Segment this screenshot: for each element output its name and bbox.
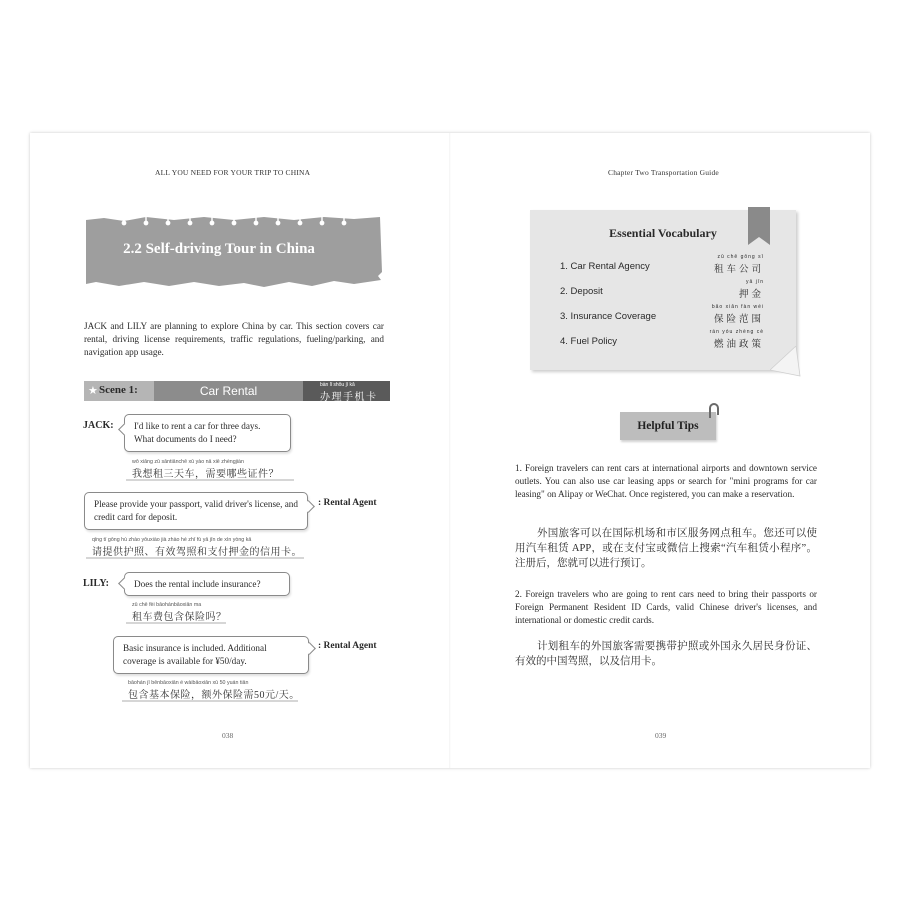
star-icon: ★ (88, 385, 98, 397)
right-page-number: 039 (655, 731, 667, 740)
scene-chinese-box (303, 381, 390, 401)
vocab-term: 4. Fuel Policy (560, 336, 618, 347)
book-gutter (449, 133, 451, 768)
speaker-lily: LILY: (83, 578, 109, 589)
dialogue-english: I'd like to rent a car for three days. What documents do I need? (134, 421, 261, 444)
vocab-term: 1. Car Rental Agency (560, 261, 650, 272)
scene-chinese: 办理手机卡 (320, 392, 378, 403)
tip-english: 1. Foreign travelers can rent cars at international airports and downtown service outlets. You can also use car leasing apps or search for "mini programs for car leasing" on Alipay or WeChat. Once registered, you can make a reservation. (515, 463, 817, 499)
scene-pinyin: bàn lǐ shǒu jī kǎ (320, 382, 355, 388)
vocab-chinese: 燃油政策 (713, 340, 764, 350)
scene-name: Car Rental (199, 384, 258, 398)
dialogue-english: Does the rental include insurance? (134, 579, 261, 589)
vocab-pinyin: yā jīn (746, 279, 764, 285)
vocab-pinyin: bǎo xiǎn fàn wéi (711, 304, 764, 310)
speech-bubble (124, 414, 291, 452)
helpful-tips-label: Helpful Tips (620, 412, 716, 440)
speaker-jack: JACK: (83, 420, 114, 431)
tip-chinese: 计划租车的外国旅客需要携带护照或外国永久居民身份证、有效的中国驾照，以及信用卡。 (515, 641, 817, 667)
vocab-chinese: 租车公司 (713, 265, 764, 275)
helpful-tips-badge (620, 412, 716, 440)
speech-bubble (124, 572, 290, 596)
vocab-term: 2. Deposit (560, 286, 603, 297)
tip-chinese: 外国旅客可以在国际机场和市区服务网点租车。您还可以使用汽车租赁 APP，或在支付宝或微信上搜索“汽车租赁小程序”。注册后，您就可以进行预订。 (515, 528, 817, 569)
vocab-chinese: 押金 (738, 290, 764, 300)
dialogue-pinyin: zū chē fèi bāohánbǎoxiǎn ma (132, 602, 202, 608)
divider (126, 622, 226, 624)
folded-corner (770, 346, 804, 380)
divider (86, 557, 304, 559)
right-running-header: Chapter Two Transportation Guide (608, 168, 719, 177)
dialogue-chinese: 我想租三天车，需要哪些证件？ (132, 469, 279, 480)
scene-name-box (154, 381, 303, 401)
dialogue-chinese: 包含基本保险，额外保险需50元/天。 (128, 690, 300, 701)
vocab-chinese: 保险范围 (713, 315, 764, 325)
section-title-banner (84, 214, 382, 288)
section-title: 2.2 Self-driving Tour in China (123, 241, 315, 257)
intro-paragraph: JACK and LILY are planning to explore China by car. This section covers car rental, driving license requirements, traffic regulations, fueling/parking, and navigation app usage. (84, 321, 384, 357)
vocab-pinyin: rán yóu zhèng cè (709, 329, 764, 335)
dialogue-chinese: 请提供护照、有效驾照和支付押金的信用卡。 (92, 547, 302, 558)
speech-bubble (84, 492, 308, 530)
paperclip-icon (706, 402, 724, 420)
tip-english: 2. Foreign travelers who are going to rent cars need to bring their passports or Foreign Permanent Resident ID Cards, valid Chinese driver's licenses, and international or domestic credit cards. (515, 589, 817, 625)
scene-label-box (84, 381, 154, 401)
left-running-header: ALL YOU NEED FOR YOUR TRIP TO CHINA (155, 168, 311, 177)
speech-bubble (113, 636, 309, 674)
divider (126, 479, 294, 481)
vocab-term: 3. Insurance Coverage (560, 311, 657, 322)
vocabulary-card (530, 210, 796, 370)
dialogue-pinyin: wǒ xiǎng zū sāntiānchē xū yào nǎ xiē zhèngjiàn (132, 459, 244, 465)
dialogue-english: Please provide your passport, valid driver's license, and credit card for deposit. (94, 499, 298, 522)
divider (122, 700, 298, 702)
vocab-pinyin: zū chē gōng sī (717, 254, 764, 260)
dialogue-chinese: 租车费包含保险吗？ (132, 612, 227, 623)
dialogue-pinyin: bāohán jī běnbǎoxiǎn é wàibǎoxiǎn xū 50 yuán tiān (128, 680, 249, 686)
scene-bar (84, 381, 390, 401)
left-page-number: 038 (222, 731, 234, 740)
dialogue-english: Basic insurance is included. Additional coverage is available for ¥50/day. (123, 643, 267, 666)
dialogue-pinyin: qǐng tí gōng hù zhào yǒuxiào jià zhào hé zhī fù yā jīn de xìn yòng kǎ (92, 537, 252, 543)
scene-label: Scene 1: (99, 384, 138, 396)
speaker-rental-agent: : Rental Agent (318, 498, 377, 508)
vocabulary-title: Essential Vocabulary (609, 226, 717, 240)
speaker-rental-agent: : Rental Agent (318, 641, 377, 651)
